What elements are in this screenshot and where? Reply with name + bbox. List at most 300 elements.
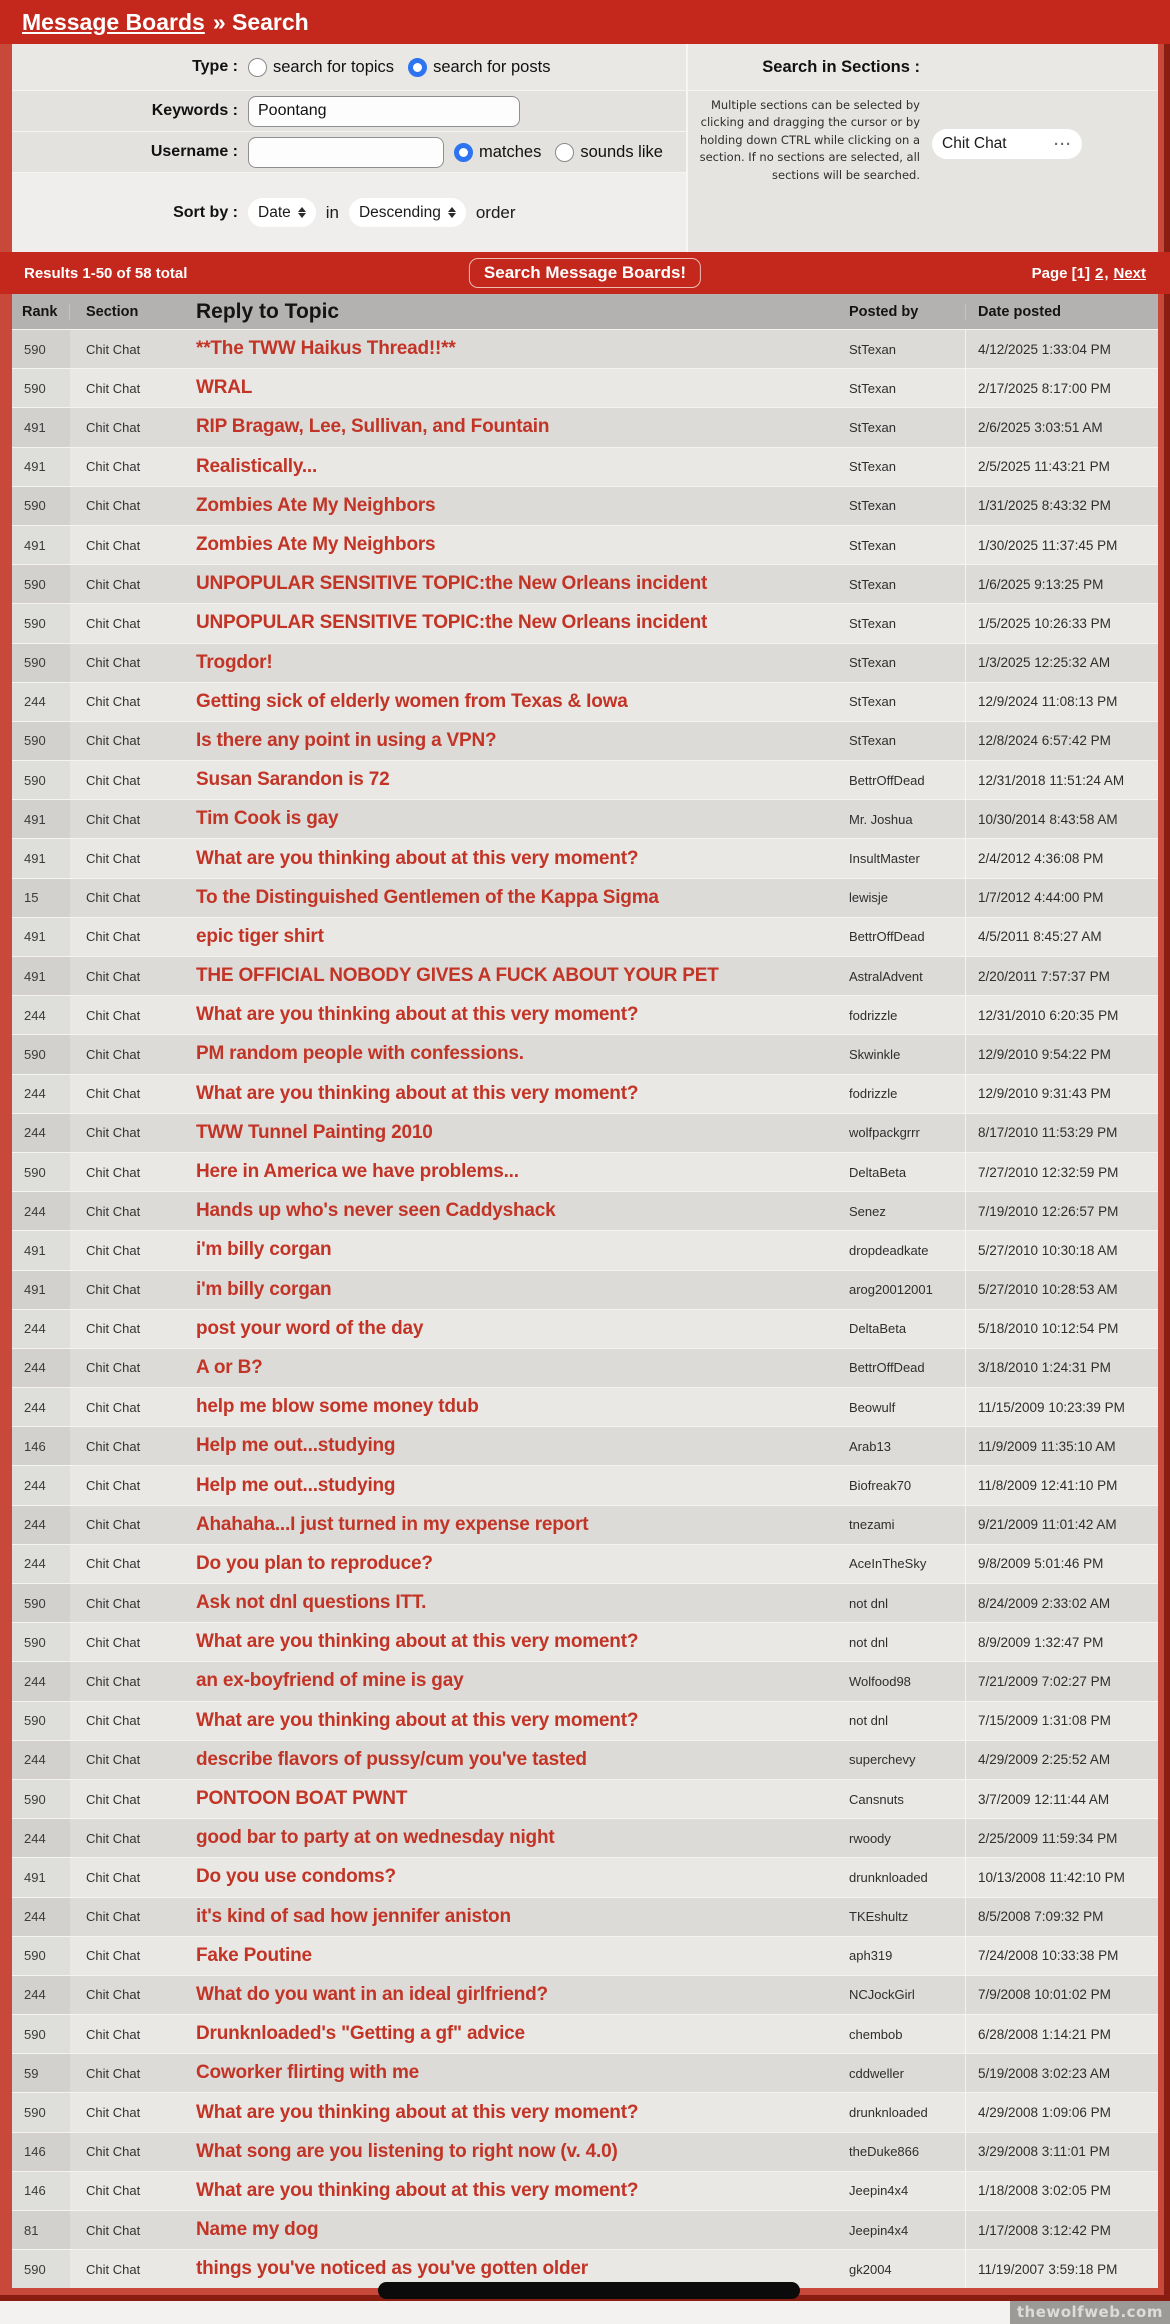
poster-cell: InsultMaster <box>849 851 920 867</box>
rank-cell: 244 <box>12 1545 70 1583</box>
poster-cell: BettrOffDead <box>849 929 925 945</box>
search-message-boards-button[interactable]: Search Message Boards! <box>469 258 701 288</box>
date-cell: 7/27/2010 12:32:59 PM <box>965 1153 1158 1191</box>
table-row <box>12 1426 1158 1465</box>
date-cell: 4/29/2008 1:09:06 PM <box>965 2093 1158 2131</box>
section-cell: Chit Chat <box>86 1399 141 1415</box>
sort-direction-value: Descending <box>358 203 441 221</box>
date-cell: 7/24/2008 10:33:38 PM <box>965 1937 1158 1975</box>
table-row <box>12 760 1158 799</box>
topic-link[interactable]: Help me out...studying <box>196 1435 396 1457</box>
poster-column-header: Posted by <box>849 303 919 320</box>
radio-label: search for posts <box>433 57 551 76</box>
poster-cell: not dnl <box>849 1713 889 1729</box>
section-cell: Chit Chat <box>86 1752 141 1768</box>
table-row <box>12 1387 1158 1426</box>
topic-link[interactable]: What are you thinking about at this very moment? <box>196 2179 639 2201</box>
section-column-header: Section <box>86 303 139 320</box>
section-cell: Chit Chat <box>86 1830 141 1846</box>
topic-link[interactable]: To the Distinguished Gentlemen of the Kappa Sigma <box>196 886 659 908</box>
rank-cell: 244 <box>12 996 70 1034</box>
section-cell: Chit Chat <box>86 1987 141 2003</box>
topic-link[interactable]: What are you thinking about at this very moment? <box>196 847 639 869</box>
date-cell: 1/18/2008 3:02:05 PM <box>965 2172 1158 2210</box>
table-row <box>12 1544 1158 1583</box>
rank-cell: 590 <box>12 761 70 799</box>
topic-link[interactable]: Name my dog <box>196 2219 319 2241</box>
rank-cell: 81 <box>12 2211 70 2249</box>
topic-link[interactable]: RIP Bragaw, Lee, Sullivan, and Fountain <box>196 416 550 438</box>
topic-link[interactable]: What are you thinking about at this very moment? <box>196 1004 639 1026</box>
table-row <box>12 956 1158 995</box>
topic-link[interactable]: Do you plan to reproduce? <box>196 1552 433 1574</box>
poster-cell: StTexan <box>849 380 896 396</box>
sections-help-text: Multiple sections can be selected by clicking and dragging the cursor or by holding down CTRL while clicking on a section. If no sections are selected, all sections will be searched. <box>699 98 920 182</box>
sort-by-label: Sort by : <box>173 203 238 221</box>
topic-link[interactable]: Susan Sarandon is 72 <box>196 769 390 791</box>
rank-cell: 590 <box>12 1623 70 1661</box>
topic-link[interactable]: A or B? <box>196 1356 263 1378</box>
date-cell: 1/31/2025 8:43:32 PM <box>965 487 1158 525</box>
section-cell: Chit Chat <box>86 1360 141 1376</box>
table-row <box>12 1230 1158 1269</box>
sections-label-row <box>688 44 1158 90</box>
table-row <box>12 682 1158 721</box>
date-cell: 1/7/2012 4:44:00 PM <box>965 879 1158 917</box>
sort-direction-select[interactable] <box>349 198 466 227</box>
date-cell: 8/24/2009 2:33:02 AM <box>965 1584 1158 1622</box>
rank-cell: 491 <box>12 1271 70 1309</box>
rank-cell: 590 <box>12 722 70 760</box>
page-2-link[interactable]: 2 <box>1094 264 1104 282</box>
topic-link[interactable]: UNPOPULAR SENSITIVE TOPIC:the New Orleans incident <box>196 612 708 634</box>
date-cell: 9/21/2009 11:01:42 AM <box>965 1506 1158 1544</box>
date-cell: 5/27/2010 10:30:18 AM <box>965 1231 1158 1269</box>
results-bar <box>0 252 1170 294</box>
radio-search-for-posts[interactable] <box>408 58 550 77</box>
section-cell: Chit Chat <box>86 1007 141 1023</box>
table-row <box>12 799 1158 838</box>
date-cell: 1/30/2025 11:37:45 PM <box>965 526 1158 564</box>
poster-cell: Mr. Joshua <box>849 811 913 827</box>
topic-link[interactable]: Help me out...studying <box>196 1474 396 1496</box>
rank-cell: 491 <box>12 1231 70 1269</box>
page-title: » Search <box>212 8 309 35</box>
date-cell: 1/17/2008 3:12:42 PM <box>965 2211 1158 2249</box>
date-cell: 1/3/2025 12:25:32 AM <box>965 644 1158 682</box>
poster-cell: AceInTheSky <box>849 1556 927 1572</box>
date-cell: 2/6/2025 3:03:51 AM <box>965 408 1158 446</box>
section-cell: Chit Chat <box>86 1282 141 1298</box>
table-row <box>12 1857 1158 1896</box>
table-row <box>12 1270 1158 1309</box>
section-cell: Chit Chat <box>86 1595 141 1611</box>
radio-label: matches <box>479 142 542 161</box>
date-cell: 2/25/2009 11:59:34 PM <box>965 1819 1158 1857</box>
date-cell: 12/9/2024 11:08:13 PM <box>965 683 1158 721</box>
topic-link[interactable]: What are you thinking about at this very moment? <box>196 2101 639 2123</box>
section-cell: Chit Chat <box>86 929 141 945</box>
rank-column-header: Rank <box>12 304 70 320</box>
rank-cell: 244 <box>12 1075 70 1113</box>
page-next-link[interactable]: Next <box>1113 264 1146 282</box>
keywords-input[interactable] <box>248 96 520 127</box>
search-in-sections-label: Search in Sections : <box>762 57 920 76</box>
poster-cell: fodrizzle <box>849 1086 898 1102</box>
section-cell: Chit Chat <box>86 498 141 514</box>
sort-field-value: Date <box>258 203 291 221</box>
topic-link[interactable]: What do you want in an ideal girlfriend? <box>196 1983 548 2005</box>
date-cell: 2/5/2025 11:43:21 PM <box>965 448 1158 486</box>
table-row <box>12 995 1158 1034</box>
date-cell: 7/15/2009 1:31:08 PM <box>965 1702 1158 1740</box>
rank-cell: 590 <box>12 604 70 642</box>
table-row <box>12 368 1158 407</box>
date-cell: 7/19/2010 12:26:57 PM <box>965 1192 1158 1230</box>
table-row <box>12 407 1158 446</box>
date-cell: 2/4/2012 4:36:08 PM <box>965 839 1158 877</box>
type-label: Type : <box>192 58 238 75</box>
table-row <box>12 1740 1158 1779</box>
section-cell: Chit Chat <box>86 2222 141 2238</box>
chevron-updown-icon <box>298 207 306 218</box>
section-cell: Chit Chat <box>86 851 141 867</box>
date-cell: 9/8/2009 5:01:46 PM <box>965 1545 1158 1583</box>
topic-link[interactable]: an ex-boyfriend of mine is gay <box>196 1670 464 1692</box>
topic-link[interactable]: epic tiger shirt <box>196 925 324 947</box>
rank-cell: 244 <box>12 1192 70 1230</box>
poster-cell: Wolfood98 <box>849 1673 911 1689</box>
radio-selected-icon <box>408 58 427 77</box>
topic-link[interactable]: THE OFFICIAL NOBODY GIVES A FUCK ABOUT YOUR PET <box>196 965 719 987</box>
section-cell: Chit Chat <box>86 1869 141 1885</box>
rank-cell: 590 <box>12 644 70 682</box>
topic-link[interactable]: describe flavors of pussy/cum you've tasted <box>196 1748 587 1770</box>
table-row <box>12 1074 1158 1113</box>
rank-cell: 590 <box>12 565 70 603</box>
poster-cell: StTexan <box>849 576 896 592</box>
date-cell: 2/17/2025 8:17:00 PM <box>965 369 1158 407</box>
section-cell: Chit Chat <box>86 1909 141 1925</box>
rank-cell: 59 <box>12 2054 70 2092</box>
poster-cell: tnezami <box>849 1517 895 1533</box>
keywords-row <box>12 90 686 131</box>
table-row <box>12 1936 1158 1975</box>
section-cell: Chit Chat <box>86 1791 141 1807</box>
topic-link[interactable]: Getting sick of elderly women from Texas & Iowa <box>196 690 628 712</box>
section-cell: Chit Chat <box>86 1203 141 1219</box>
sort-field-select[interactable] <box>248 198 316 227</box>
rank-cell: 590 <box>12 2015 70 2053</box>
section-cell: Chit Chat <box>86 380 141 396</box>
date-cell: 4/29/2009 2:25:52 AM <box>965 1741 1158 1779</box>
results-table-body <box>12 329 1158 2288</box>
table-row <box>12 2014 1158 2053</box>
table-row <box>12 1465 1158 1504</box>
rank-cell: 491 <box>12 839 70 877</box>
table-row <box>12 1152 1158 1191</box>
topic-link[interactable]: Realistically... <box>196 455 318 477</box>
username-input[interactable] <box>248 137 444 168</box>
table-row <box>12 1348 1158 1387</box>
section-cell: Chit Chat <box>86 1673 141 1689</box>
table-row <box>12 1113 1158 1152</box>
section-cell: Chit Chat <box>86 655 141 671</box>
poster-cell: wolfpackgrrr <box>849 1125 920 1141</box>
date-cell: 1/5/2025 10:26:33 PM <box>965 604 1158 642</box>
date-column-header: Date posted <box>965 304 1158 320</box>
keywords-label: Keywords : <box>151 102 238 119</box>
rank-cell: 244 <box>12 1388 70 1426</box>
rank-cell: 146 <box>12 1427 70 1465</box>
topic-link[interactable]: What song are you listening to right now (v. 4.0) <box>196 2140 618 2162</box>
topic-link[interactable]: What are you thinking about at this very moment? <box>196 1709 639 1731</box>
topic-link[interactable]: Tim Cook is gay <box>196 808 339 830</box>
date-cell: 7/21/2009 7:02:27 PM <box>965 1662 1158 1700</box>
date-cell: 12/31/2010 6:20:35 PM <box>965 996 1158 1034</box>
section-cell: Chit Chat <box>86 1321 141 1337</box>
poster-cell: Arab13 <box>849 1438 891 1454</box>
section-cell: Chit Chat <box>86 1634 141 1650</box>
table-row <box>12 2092 1158 2131</box>
section-cell: Chit Chat <box>86 2105 141 2121</box>
date-cell: 3/7/2009 12:11:44 AM <box>965 1780 1158 1818</box>
poster-cell: StTexan <box>849 615 896 631</box>
topic-column-header: Reply to Topic <box>196 299 340 323</box>
poster-cell: BettrOffDead <box>849 772 925 788</box>
comma: , <box>1104 264 1109 282</box>
table-row <box>12 838 1158 877</box>
topic-link[interactable]: TWW Tunnel Painting 2010 <box>196 1121 433 1143</box>
poster-cell: StTexan <box>849 341 896 357</box>
section-cell: Chit Chat <box>86 1046 141 1062</box>
table-row <box>12 1975 1158 2014</box>
topic-link[interactable]: Fake Poutine <box>196 1944 312 1966</box>
poster-cell: Jeepin4x4 <box>849 2222 909 2238</box>
section-cell: Chit Chat <box>86 694 141 710</box>
table-row <box>12 1779 1158 1818</box>
section-cell: Chit Chat <box>86 772 141 788</box>
date-cell: 8/9/2009 1:32:47 PM <box>965 1623 1158 1661</box>
date-cell: 11/9/2009 11:35:10 AM <box>965 1427 1158 1465</box>
table-row <box>12 603 1158 642</box>
topic-link[interactable]: PONTOON BOAT PWNT <box>196 1788 408 1810</box>
poster-cell: not dnl <box>849 1634 889 1650</box>
topic-link[interactable]: post your word of the day <box>196 1317 424 1339</box>
poster-cell: superchevy <box>849 1752 916 1768</box>
page-current: Page [1] <box>1031 264 1090 282</box>
date-cell: 2/20/2011 7:57:37 PM <box>965 957 1158 995</box>
table-row <box>12 1661 1158 1700</box>
topic-link[interactable]: Coworker flirting with me <box>196 2062 420 2084</box>
rank-cell: 244 <box>12 1114 70 1152</box>
topic-link[interactable]: help me blow some money tdub <box>196 1396 479 1418</box>
topic-link[interactable]: Zombies Ate My Neighbors <box>196 534 436 556</box>
table-row <box>12 721 1158 760</box>
topic-link[interactable]: UNPOPULAR SENSITIVE TOPIC:the New Orleans incident <box>196 573 708 595</box>
sections-body <box>688 90 1158 251</box>
date-cell: 12/31/2018 11:51:24 AM <box>965 761 1158 799</box>
sort-in-text: in <box>325 202 339 222</box>
topic-link[interactable]: What are you thinking about at this very moment? <box>196 1082 639 1104</box>
topic-link[interactable]: things you've noticed as you've gotten older <box>196 2258 588 2280</box>
table-row <box>12 1309 1158 1348</box>
date-cell: 10/13/2008 11:42:10 PM <box>965 1858 1158 1896</box>
ellipsis-icon: ··· <box>1054 135 1072 153</box>
section-cell: Chit Chat <box>86 341 141 357</box>
rank-cell: 146 <box>12 2172 70 2210</box>
date-cell: 12/8/2024 6:57:42 PM <box>965 722 1158 760</box>
topic-link[interactable]: Trogdor! <box>196 651 273 673</box>
username-row <box>12 131 686 172</box>
poster-cell: gk2004 <box>849 2261 892 2277</box>
breadcrumb <box>0 0 1170 44</box>
date-cell: 5/18/2010 10:12:54 PM <box>965 1310 1158 1348</box>
date-cell: 4/12/2025 1:33:04 PM <box>965 330 1158 368</box>
poster-cell: drunknloaded <box>849 1869 928 1885</box>
date-cell: 8/5/2008 7:09:32 PM <box>965 1898 1158 1936</box>
topic-link[interactable]: Hands up who's never seen Caddyshack <box>196 1200 556 1222</box>
poster-cell: StTexan <box>849 537 896 553</box>
section-cell: Chit Chat <box>86 968 141 984</box>
date-cell: 11/8/2009 12:41:10 PM <box>965 1466 1158 1504</box>
rank-cell: 15 <box>12 879 70 917</box>
topic-link[interactable]: Here in America we have problems... <box>196 1161 519 1183</box>
rank-cell: 244 <box>12 1466 70 1504</box>
poster-cell: cddweller <box>849 2065 904 2081</box>
radio-unselected-icon <box>555 143 574 162</box>
rank-cell: 491 <box>12 1858 70 1896</box>
poster-cell: drunknloaded <box>849 2105 928 2121</box>
table-header <box>12 294 1158 329</box>
topic-link[interactable]: Is there any point in using a VPN? <box>196 729 497 751</box>
chevron-updown-icon <box>448 207 456 218</box>
date-cell: 11/19/2007 3:59:18 PM <box>965 2250 1158 2288</box>
date-cell: 4/5/2011 8:45:27 AM <box>965 918 1158 956</box>
radio-unselected-icon <box>248 58 267 77</box>
rank-cell: 590 <box>12 1780 70 1818</box>
table-row <box>12 1034 1158 1073</box>
topic-link[interactable]: Ahahaha...I just turned in my expense report <box>196 1513 589 1535</box>
topic-link[interactable]: Do you use condoms? <box>196 1866 396 1888</box>
rank-cell: 146 <box>12 2133 70 2171</box>
topic-link[interactable]: Drunknloaded's "Getting a gf" advice <box>196 2023 525 2045</box>
section-cell: Chit Chat <box>86 1125 141 1141</box>
rank-cell: 590 <box>12 1702 70 1740</box>
rank-cell: 590 <box>12 1153 70 1191</box>
poster-cell: StTexan <box>849 419 896 435</box>
topic-link[interactable]: Zombies Ate My Neighbors <box>196 494 436 516</box>
poster-cell: fodrizzle <box>849 1007 898 1023</box>
radio-matches[interactable] <box>454 143 541 162</box>
topic-link[interactable]: good bar to party at on wednesday night <box>196 1827 555 1849</box>
sort-order-text: order <box>475 202 516 222</box>
message-boards-link[interactable]: Message Boards <box>22 8 205 35</box>
poster-cell: rwoody <box>849 1830 891 1846</box>
topic-link[interactable]: WRAL <box>196 377 253 399</box>
rank-cell: 244 <box>12 1976 70 2014</box>
section-cell: Chit Chat <box>86 537 141 553</box>
sections-select[interactable] <box>932 129 1082 159</box>
date-cell: 3/18/2010 1:24:31 PM <box>965 1349 1158 1387</box>
topic-link[interactable]: **The TWW Haikus Thread!!** <box>196 338 456 360</box>
table-row <box>12 1191 1158 1230</box>
topic-link[interactable]: What are you thinking about at this very moment? <box>196 1631 639 1653</box>
rank-cell: 491 <box>12 957 70 995</box>
topic-link[interactable]: PM random people with confessions. <box>196 1043 524 1065</box>
page-nav <box>1032 265 1146 282</box>
section-cell: Chit Chat <box>86 1713 141 1729</box>
radio-sounds-like[interactable] <box>555 143 663 162</box>
section-cell: Chit Chat <box>86 2183 141 2199</box>
date-cell: 12/9/2010 9:54:22 PM <box>965 1035 1158 1073</box>
rank-cell: 491 <box>12 800 70 838</box>
poster-cell: StTexan <box>849 459 896 475</box>
rank-cell: 590 <box>12 1584 70 1622</box>
rank-cell: 244 <box>12 1898 70 1936</box>
rank-cell: 491 <box>12 408 70 446</box>
table-row <box>12 1818 1158 1857</box>
table-row <box>12 2053 1158 2092</box>
topic-link[interactable]: it's kind of sad how jennifer aniston <box>196 1905 511 1927</box>
date-cell: 5/19/2008 3:02:23 AM <box>965 2054 1158 2092</box>
topic-link[interactable]: Ask not dnl questions ITT. <box>196 1592 427 1614</box>
poster-cell: Biofreak70 <box>849 1478 912 1494</box>
table-row <box>12 2171 1158 2210</box>
results-summary: Results 1-50 of 58 total <box>24 264 188 282</box>
section-cell: Chit Chat <box>86 2065 141 2081</box>
date-cell: 3/29/2008 3:11:01 PM <box>965 2133 1158 2171</box>
section-cell: Chit Chat <box>86 1438 141 1454</box>
poster-cell: StTexan <box>849 498 896 514</box>
topic-link[interactable]: i'm billy corgan <box>196 1278 332 1300</box>
sections-selected-value: Chit Chat <box>942 135 1007 152</box>
table-row <box>12 329 1158 368</box>
sort-row <box>12 172 686 252</box>
date-cell: 5/27/2010 10:28:53 AM <box>965 1271 1158 1309</box>
table-row <box>12 486 1158 525</box>
section-cell: Chit Chat <box>86 419 141 435</box>
poster-cell: Beowulf <box>849 1399 896 1415</box>
search-form <box>12 44 1158 252</box>
rank-cell: 491 <box>12 448 70 486</box>
date-cell: 10/30/2014 8:43:58 AM <box>965 800 1158 838</box>
topic-link[interactable]: i'm billy corgan <box>196 1239 332 1261</box>
poster-cell: Cansnuts <box>849 1791 904 1807</box>
rank-cell: 590 <box>12 1035 70 1073</box>
rank-cell: 244 <box>12 1662 70 1700</box>
section-cell: Chit Chat <box>86 2144 141 2160</box>
section-cell: Chit Chat <box>86 1478 141 1494</box>
radio-search-for-topics[interactable] <box>248 58 394 77</box>
table-row <box>12 2210 1158 2249</box>
rank-cell: 590 <box>12 2093 70 2131</box>
poster-cell: StTexan <box>849 694 896 710</box>
poster-cell: TKEshultz <box>849 1909 909 1925</box>
poster-cell: Senez <box>849 1203 886 1219</box>
poster-cell: BettrOffDead <box>849 1360 925 1376</box>
section-cell: Chit Chat <box>86 615 141 631</box>
table-row <box>12 1897 1158 1936</box>
section-cell: Chit Chat <box>86 1242 141 1258</box>
rank-cell: 590 <box>12 487 70 525</box>
poster-cell: DeltaBeta <box>849 1321 907 1337</box>
section-cell: Chit Chat <box>86 1086 141 1102</box>
poster-cell: Skwinkle <box>849 1046 901 1062</box>
table-row <box>12 525 1158 564</box>
poster-cell: aph319 <box>849 1948 893 1964</box>
section-cell: Chit Chat <box>86 1164 141 1180</box>
